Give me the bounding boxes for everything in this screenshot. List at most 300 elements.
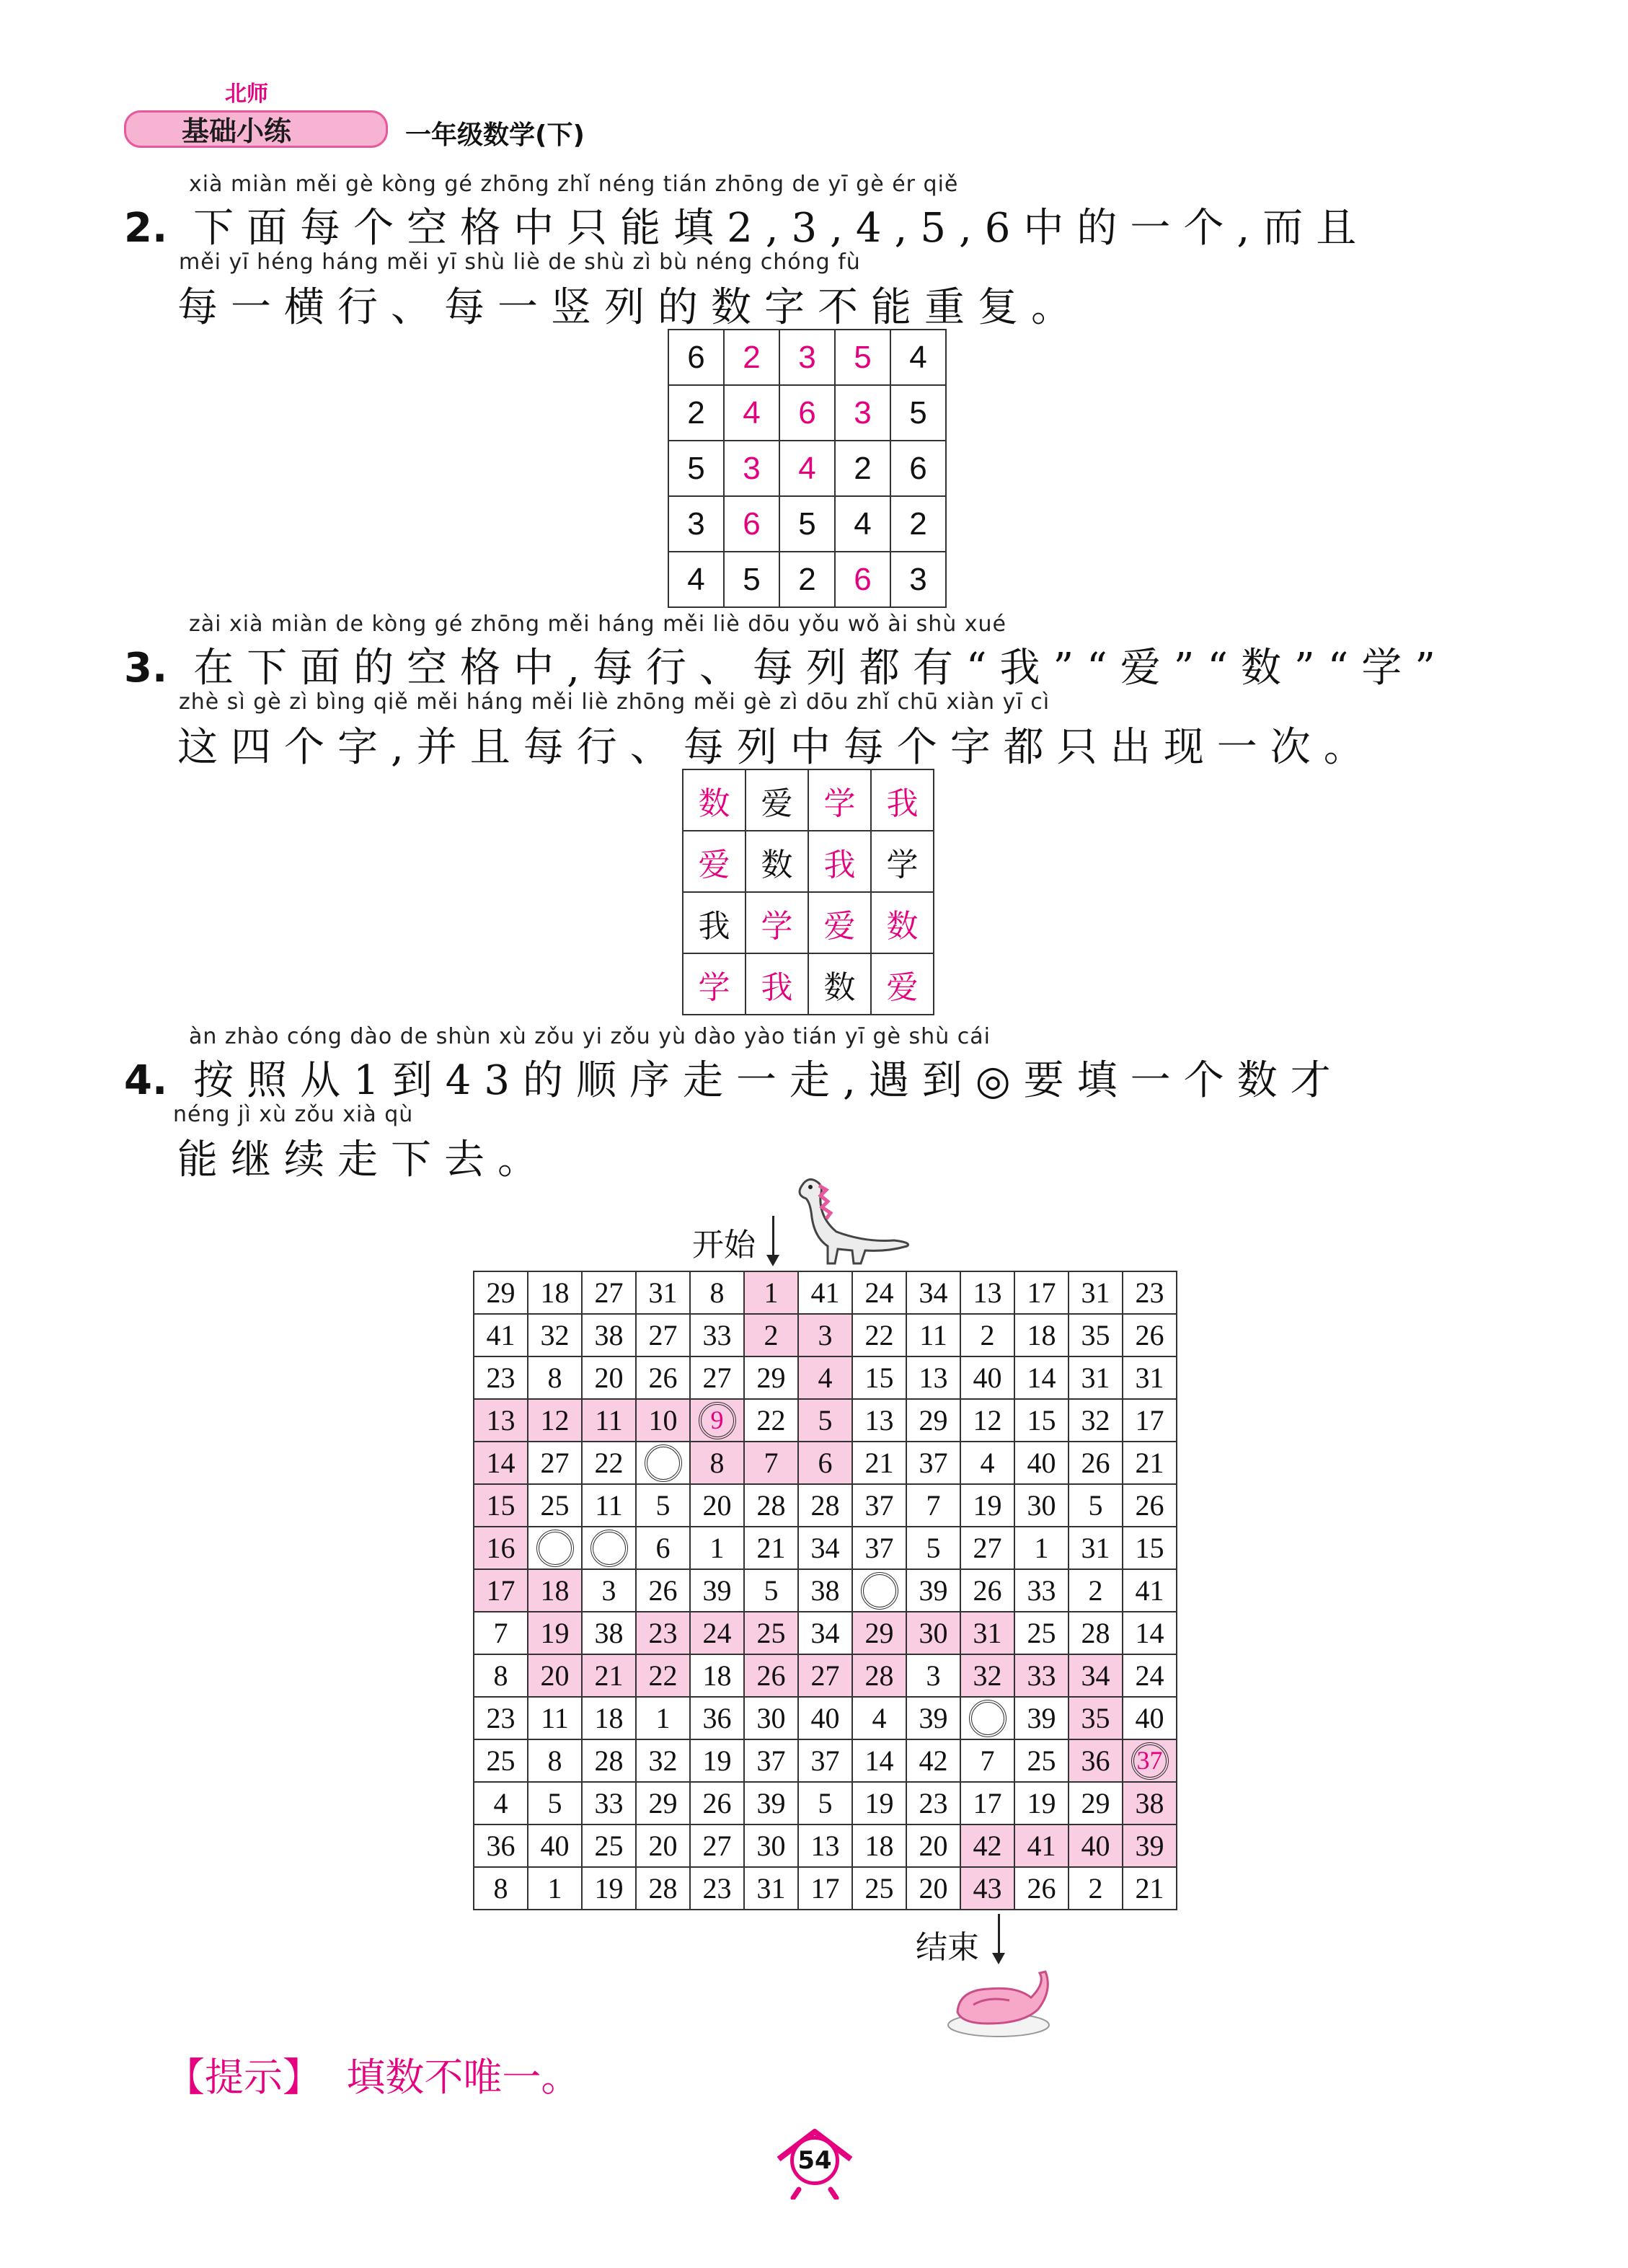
maze-cell: 23 [1123,1271,1177,1314]
maze-cell: 18 [582,1697,636,1739]
maze-cell: 21 [852,1442,906,1484]
maze-cell: 14 [852,1739,906,1782]
maze-cell: 28 [852,1654,906,1697]
blank-circle-icon[interactable]: 37 [1131,1742,1169,1780]
maze-cell: 26 [1123,1484,1177,1527]
maze-cell: 25 [528,1484,582,1527]
maze-cell: 13 [474,1399,528,1442]
q4-line2: 能继续走下去。 [177,1137,551,1183]
maze-cell: 27 [582,1271,636,1314]
q3-grid-cell: 学 [808,769,871,831]
q2-line1 [124,196,1369,254]
maze-cell: 22 [744,1399,798,1442]
end-label: 结束 [916,1929,979,1966]
brand-title: 基础小练 [182,115,292,147]
maze-cell: 12 [528,1399,582,1442]
q2-grid-cell: 4 [890,330,946,385]
maze-cell: 37 [744,1739,798,1782]
maze-cell: 40 [960,1356,1014,1399]
q2-grid-cell: 3 [724,441,779,496]
maze-cell: 31 [960,1612,1014,1654]
maze-cell: 7 [474,1612,528,1654]
maze-blank-circle [690,1399,744,1442]
q2-grid-cell: 5 [835,330,890,385]
maze-cell: 36 [690,1697,744,1739]
maze-cell: 38 [798,1569,852,1612]
maze-cell: 18 [528,1271,582,1314]
q3-grid-cell: 爱 [683,831,746,892]
maze-row [474,1654,1177,1697]
maze-cell: 7 [960,1739,1014,1782]
maze-cell: 42 [906,1739,960,1782]
maze-cell: 1 [690,1527,744,1569]
maze-cell: 38 [1123,1782,1177,1824]
maze-cell: 13 [960,1271,1014,1314]
maze-cell: 20 [906,1867,960,1910]
maze-row [474,1569,1177,1612]
maze-cell: 40 [1069,1824,1123,1867]
q2-number: 2. [124,205,168,252]
maze-cell: 20 [636,1824,690,1867]
q3-grid-cell: 我 [808,831,871,892]
maze-cell: 5 [798,1399,852,1442]
maze-cell: 17 [960,1782,1014,1824]
dinosaur-end-icon [944,1962,1053,2041]
maze-cell: 31 [1069,1356,1123,1399]
maze-cell: 34 [798,1612,852,1654]
maze-cell: 4 [798,1356,852,1399]
q2-grid-cell: 6 [668,330,724,385]
maze-cell: 31 [636,1271,690,1314]
q3-grid-cell: 学 [683,953,746,1015]
maze-blank-circle [636,1442,690,1484]
maze-cell: 8 [690,1442,744,1484]
maze-cell: 28 [636,1867,690,1910]
maze-row [474,1697,1177,1739]
maze-blank-circle [960,1697,1014,1739]
q2-grid-row [668,441,946,496]
subject-title: 一年级数学(下) [405,120,585,150]
q3-pinyin-line2: zhè sì gè zì bìng qiě měi háng měi liè zhōng měi gè zì dōu zhǐ chū xiàn yī cì [179,689,1050,715]
maze-cell: 33 [690,1314,744,1356]
q2-grid-cell: 2 [668,385,724,441]
start-arrow [772,1216,774,1258]
maze-cell: 15 [852,1356,906,1399]
q2-grid-cell: 3 [890,552,946,607]
maze-cell: 26 [1014,1867,1069,1910]
maze-cell: 39 [1014,1697,1069,1739]
maze-cell: 20 [906,1824,960,1867]
maze-row [474,1314,1177,1356]
maze-cell: 7 [906,1484,960,1527]
maze-cell: 39 [906,1569,960,1612]
hint [166,2047,580,2102]
maze-cell: 37 [798,1739,852,1782]
maze-cell: 18 [1014,1314,1069,1356]
q2-line1-text: 下面每个空格中只能填2,3,4,5,6中的一个,而且 [193,205,1370,252]
maze-cell: 29 [744,1356,798,1399]
maze-cell: 1 [1014,1527,1069,1569]
maze-cell: 31 [744,1867,798,1910]
maze-row [474,1271,1177,1314]
maze-cell: 40 [798,1697,852,1739]
maze-cell: 41 [1014,1824,1069,1867]
hint-text: 填数不唯一。 [346,2055,580,2100]
maze-cell: 27 [528,1442,582,1484]
q3-grid-cell: 学 [746,892,808,953]
maze-cell: 25 [1014,1739,1069,1782]
maze-cell: 20 [528,1654,582,1697]
maze-cell: 21 [1123,1442,1177,1484]
maze-cell: 5 [528,1782,582,1824]
maze-cell: 5 [1069,1484,1123,1527]
maze-cell: 11 [528,1697,582,1739]
maze-cell: 19 [1014,1782,1069,1824]
q2-grid-cell: 6 [779,385,835,441]
maze-cell: 38 [582,1314,636,1356]
q2-grid-cell: 5 [779,496,835,552]
maze-cell: 21 [1123,1867,1177,1910]
q4-line1-text: 按照从1到43的顺序走一走,遇到◎要填一个数才 [193,1057,1344,1104]
q2-grid-cell: 5 [890,385,946,441]
maze-cell: 34 [798,1527,852,1569]
maze-cell: 31 [1069,1527,1123,1569]
maze-cell: 18 [528,1569,582,1612]
maze-cell: 27 [690,1824,744,1867]
q3-character-grid [682,769,934,1015]
maze-cell: 30 [744,1697,798,1739]
maze-cell: 18 [852,1824,906,1867]
q4-pinyin-line1: àn zhào cóng dào de shùn xù zǒu yi zǒu yù dào yào tián yī gè shù cái [189,1024,991,1049]
maze-row [474,1739,1177,1782]
maze-cell: 33 [1014,1569,1069,1612]
maze-cell: 22 [852,1314,906,1356]
blank-circle-icon[interactable]: 9 [699,1402,736,1439]
maze-cell: 27 [960,1527,1014,1569]
q4-pinyin-line2: néng jì xù zǒu xià qù [173,1102,414,1127]
maze-cell: 4 [474,1782,528,1824]
maze-row [474,1867,1177,1910]
q2-grid-cell: 2 [779,552,835,607]
maze-cell: 8 [690,1271,744,1314]
maze-cell: 32 [960,1654,1014,1697]
maze-cell: 41 [1123,1569,1177,1612]
maze-cell: 1 [636,1697,690,1739]
maze-cell: 33 [1014,1654,1069,1697]
maze-cell: 41 [798,1271,852,1314]
maze-cell: 8 [528,1356,582,1399]
maze-cell: 41 [474,1314,528,1356]
blank-circle-icon[interactable] [645,1444,682,1482]
q4-line1 [124,1049,1344,1106]
maze-cell: 26 [636,1356,690,1399]
maze-cell: 40 [528,1824,582,1867]
maze-cell: 30 [906,1612,960,1654]
maze-cell: 28 [798,1484,852,1527]
maze-cell: 5 [636,1484,690,1527]
maze-cell: 42 [960,1824,1014,1867]
maze-cell: 27 [798,1654,852,1697]
maze-cell: 25 [852,1867,906,1910]
maze-cell: 28 [582,1739,636,1782]
maze-cell: 21 [582,1654,636,1697]
q2-grid-cell: 4 [668,552,724,607]
q3-grid-cell: 我 [746,953,808,1015]
maze-cell: 40 [1014,1442,1069,1484]
page-number: 54 [790,2136,839,2185]
q2-grid-row [668,330,946,385]
maze-cell: 35 [1069,1314,1123,1356]
maze-cell: 17 [798,1867,852,1910]
maze-cell: 32 [528,1314,582,1356]
maze-cell: 27 [636,1314,690,1356]
maze-cell: 15 [1123,1527,1177,1569]
maze-cell: 20 [582,1356,636,1399]
q2-number-grid [668,329,947,608]
maze-cell: 16 [474,1527,528,1569]
maze-cell: 10 [636,1399,690,1442]
q2-grid-cell: 6 [724,496,779,552]
maze-row [474,1527,1177,1569]
q3-grid-cell: 数 [871,892,934,953]
maze-cell: 26 [636,1569,690,1612]
maze-cell: 29 [906,1399,960,1442]
maze-cell: 18 [690,1654,744,1697]
maze-cell: 24 [690,1612,744,1654]
maze-cell: 23 [474,1356,528,1399]
maze-row [474,1356,1177,1399]
blank-circle-icon[interactable] [861,1572,898,1610]
maze-cell: 36 [1069,1739,1123,1782]
q2-pinyin-line1: xià miàn měi gè kòng gé zhōng zhǐ néng tián zhōng de yī gè ér qiě [189,172,959,197]
maze-cell: 24 [852,1271,906,1314]
maze-cell: 4 [960,1442,1014,1484]
q3-grid-row [683,769,934,831]
maze-cell: 31 [1069,1271,1123,1314]
maze-cell: 13 [906,1356,960,1399]
maze-cell: 30 [1014,1484,1069,1527]
maze-row [474,1782,1177,1824]
maze-cell: 3 [906,1654,960,1697]
maze-cell: 17 [1123,1399,1177,1442]
maze-cell: 13 [798,1824,852,1867]
maze-cell: 36 [474,1824,528,1867]
maze-row [474,1824,1177,1867]
maze-cell: 25 [1014,1612,1069,1654]
maze-blank-circle [852,1569,906,1612]
hint-label: 【提示】 [166,2055,322,2100]
maze-cell: 26 [690,1782,744,1824]
maze-cell: 14 [1123,1612,1177,1654]
maze-cell: 37 [852,1484,906,1527]
q2-grid-cell: 3 [835,385,890,441]
maze-cell: 32 [636,1739,690,1782]
maze-cell: 14 [1014,1356,1069,1399]
maze-cell: 31 [1123,1356,1177,1399]
maze-row [474,1484,1177,1527]
maze-row [474,1612,1177,1654]
q3-grid-cell: 爱 [746,769,808,831]
maze-cell: 2 [960,1314,1014,1356]
dinosaur-start-icon [786,1174,916,1268]
maze-cell: 6 [636,1527,690,1569]
q3-grid-row [683,831,934,892]
q2-grid-cell: 4 [779,441,835,496]
maze-cell: 32 [1069,1399,1123,1442]
q3-grid-cell: 数 [808,953,871,1015]
q2-grid-cell: 4 [835,496,890,552]
maze-cell: 20 [690,1484,744,1527]
maze-cell: 43 [960,1867,1014,1910]
q2-grid-cell: 3 [668,496,724,552]
maze-cell: 15 [1014,1399,1069,1442]
q2-pinyin-line2: měi yī héng háng měi yī shù liè de shù zì bù néng chóng fù [179,250,861,275]
blank-circle-icon[interactable] [969,1700,1007,1737]
q2-grid-row [668,552,946,607]
maze-cell: 30 [744,1824,798,1867]
page-header [124,76,629,155]
maze-cell: 39 [690,1569,744,1612]
maze-cell: 39 [1123,1824,1177,1867]
maze-cell: 28 [744,1484,798,1527]
maze-cell: 8 [528,1739,582,1782]
maze-cell: 25 [474,1739,528,1782]
maze-blank-circle [528,1527,582,1569]
maze-cell: 29 [474,1271,528,1314]
q2-grid-cell: 6 [890,441,946,496]
maze-cell: 3 [798,1314,852,1356]
q2-grid-row [668,385,946,441]
maze-cell: 8 [474,1654,528,1697]
maze-blank-circle [1123,1739,1177,1782]
q3-grid-cell: 学 [871,831,934,892]
maze-cell: 38 [582,1612,636,1654]
q3-pinyin-line1: zài xià miàn de kòng gé zhōng měi háng měi liè dōu yǒu wǒ ài shù xué [189,612,1007,637]
maze-cell: 17 [1014,1271,1069,1314]
maze-cell: 37 [906,1442,960,1484]
maze-cell: 35 [1069,1697,1123,1739]
maze-cell: 21 [744,1527,798,1569]
maze-cell: 23 [474,1697,528,1739]
q3-grid-cell: 爱 [808,892,871,953]
maze-cell: 12 [960,1399,1014,1442]
maze-cell: 39 [744,1782,798,1824]
maze-cell: 37 [852,1527,906,1569]
q2-grid-cell: 5 [724,552,779,607]
maze-cell: 7 [744,1442,798,1484]
q3-grid-cell: 爱 [871,953,934,1015]
maze-row [474,1399,1177,1442]
q3-line1 [124,636,1448,694]
blank-circle-icon[interactable] [590,1530,628,1567]
maze-cell: 11 [582,1399,636,1442]
maze-cell: 3 [582,1569,636,1612]
maze-cell: 17 [474,1569,528,1612]
maze-cell: 33 [582,1782,636,1824]
maze-cell: 19 [690,1739,744,1782]
q3-line2: 这四个字,并且每行、每列中每个字都只出现一次。 [177,724,1377,771]
maze-cell: 25 [744,1612,798,1654]
q3-grid-cell: 我 [871,769,934,831]
maze-cell: 19 [852,1782,906,1824]
maze-cell: 34 [906,1271,960,1314]
maze-cell: 19 [960,1484,1014,1527]
maze-cell: 8 [474,1867,528,1910]
q2-grid-cell: 4 [724,385,779,441]
q2-line2: 每一横行、每一竖列的数字不能重复。 [177,284,1084,331]
maze-cell: 39 [906,1697,960,1739]
q3-grid-cell: 数 [683,769,746,831]
maze-cell: 2 [1069,1569,1123,1612]
maze-cell: 5 [798,1782,852,1824]
blank-circle-icon[interactable] [536,1530,574,1567]
q2-grid-cell: 2 [724,330,779,385]
start-label: 开始 [692,1227,756,1263]
maze-cell: 19 [582,1867,636,1910]
maze-cell: 22 [636,1654,690,1697]
q2-grid-cell: 6 [835,552,890,607]
maze-cell: 28 [1069,1612,1123,1654]
maze-cell: 23 [906,1782,960,1824]
end-arrow [998,1914,1000,1956]
maze-cell: 15 [474,1484,528,1527]
maze-cell: 24 [1123,1654,1177,1697]
maze-cell: 29 [852,1612,906,1654]
q3-line1-text: 在下面的空格中,每行、每列都有“我”“爱”“数”“学” [193,645,1448,692]
q3-grid-row [683,953,934,1015]
maze-cell: 26 [1123,1314,1177,1356]
maze-cell: 11 [906,1314,960,1356]
maze-cell: 23 [636,1612,690,1654]
brand-top: 北师 [225,81,268,107]
maze-cell: 34 [1069,1654,1123,1697]
q2-grid-cell: 2 [890,496,946,552]
maze-cell: 26 [1069,1442,1123,1484]
q2-grid-cell: 2 [835,441,890,496]
maze-cell: 11 [582,1484,636,1527]
q4-number: 4. [124,1057,168,1104]
maze-cell: 5 [906,1527,960,1569]
maze-cell: 1 [744,1271,798,1314]
maze-cell: 40 [1123,1697,1177,1739]
q3-number: 3. [124,645,168,692]
maze-cell: 4 [852,1697,906,1739]
maze-cell: 6 [798,1442,852,1484]
maze-cell: 29 [1069,1782,1123,1824]
maze-cell: 19 [528,1612,582,1654]
maze-cell: 14 [474,1442,528,1484]
q2-grid-cell: 5 [668,441,724,496]
q4-maze-grid [473,1271,1177,1910]
maze-cell: 26 [960,1569,1014,1612]
maze-blank-circle [582,1527,636,1569]
maze-cell: 1 [528,1867,582,1910]
q2-grid-row [668,496,946,552]
maze-cell: 27 [690,1356,744,1399]
maze-cell: 23 [690,1867,744,1910]
maze-cell: 25 [582,1824,636,1867]
start-arrow-head [766,1255,779,1266]
q3-grid-row [683,892,934,953]
maze-cell: 13 [852,1399,906,1442]
q2-grid-cell: 3 [779,330,835,385]
maze-cell: 5 [744,1569,798,1612]
maze-row [474,1442,1177,1484]
q3-grid-cell: 数 [746,831,808,892]
maze-cell: 2 [744,1314,798,1356]
maze-cell: 26 [744,1654,798,1697]
maze-cell: 29 [636,1782,690,1824]
